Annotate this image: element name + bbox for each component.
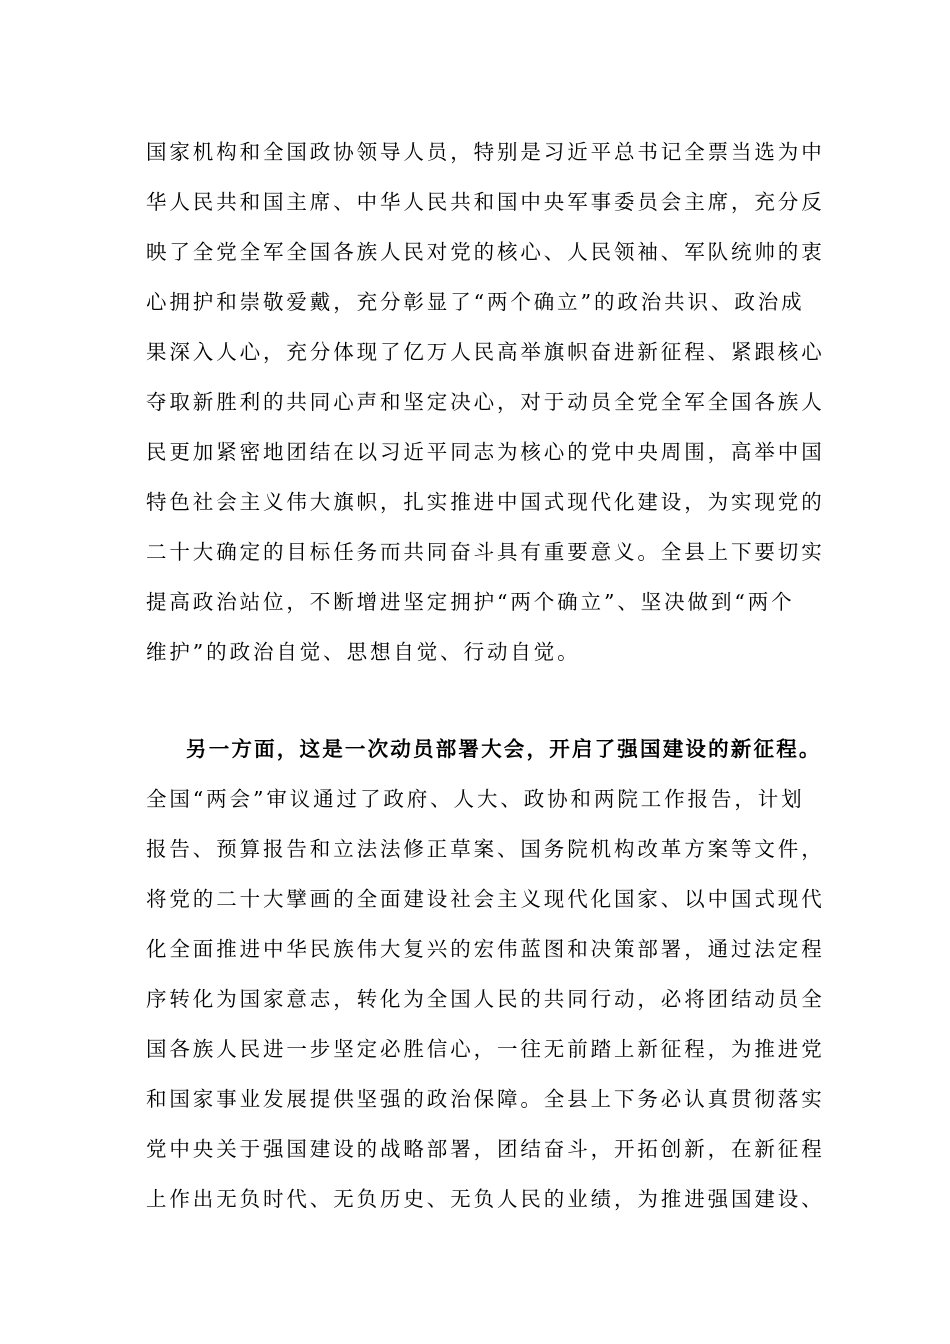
paragraph-1-line-7: 民更加紧密地团结在以习近平同志为核心的党中央周围，高举中国 <box>146 440 825 464</box>
paragraph-1-line-5: 果深入人心，充分体现了亿万人民高举旗帜奋进新征程、紧跟核心 <box>146 340 825 364</box>
paragraph-2-line-6: 国各族人民进一步坚定必胜信心，一往无前踏上新征程，为推进党 <box>146 1037 825 1061</box>
paragraph-1-line-3: 映了全党全军全国各族人民对党的核心、人民领袖、军队统帅的衷 <box>146 240 825 264</box>
section-heading: 另一方面，这是一次动员部署大会，开启了强国建设的新征程。 <box>186 737 822 761</box>
paragraph-2-line-4: 化全面推进中华民族伟大复兴的宏伟蓝图和决策部署，通过法定程 <box>146 937 825 961</box>
paragraph-1-line-6: 夺取新胜利的共同心声和坚定决心，对于动员全党全军全国各族人 <box>146 390 825 414</box>
paragraph-2-line-1: 全国“两会”审议通过了政府、人大、政协和两院工作报告，计划 <box>146 787 805 811</box>
paragraph-1-line-4: 心拥护和崇敬爱戴，充分彰显了“两个确立”的政治共识、政治成 <box>146 290 805 314</box>
paragraph-1-line-11: 维护”的政治自觉、思想自觉、行动自觉。 <box>146 640 581 664</box>
paragraph-2-line-3: 将党的二十大擘画的全面建设社会主义现代化国家、以中国式现代 <box>146 887 825 911</box>
paragraph-2-line-5: 序转化为国家意志，转化为全国人民的共同行动，必将团结动员全 <box>146 987 825 1011</box>
paragraph-2-line-2: 报告、预算报告和立法法修正草案、国务院机构改革方案等文件， <box>146 837 825 861</box>
paragraph-1-line-1: 国家机构和全国政协领导人员，特别是习近平总书记全票当选为中 <box>146 140 825 164</box>
paragraph-1-line-2: 华人民共和国主席、中华人民共和国中央军事委员会主席，充分反 <box>146 190 825 214</box>
paragraph-2-line-7: 和国家事业发展提供坚强的政治保障。全县上下务必认真贯彻落实 <box>146 1087 825 1111</box>
paragraph-1-line-8: 特色社会主义伟大旗帜，扎实推进中国式现代化建设，为实现党的 <box>146 490 825 514</box>
paragraph-2-line-9: 上作出无负时代、无负历史、无负人民的业绩，为推进强国建设、 <box>146 1187 825 1211</box>
paragraph-1-line-10: 提高政治站位，不断增进坚定拥护“两个确立”、坚决做到“两个 <box>146 590 795 614</box>
paragraph-2-line-8: 党中央关于强国建设的战略部署，团结奋斗，开拓创新，在新征程 <box>146 1137 825 1161</box>
paragraph-1-line-9: 二十大确定的目标任务而共同奋斗具有重要意义。全县上下要切实 <box>146 540 825 564</box>
